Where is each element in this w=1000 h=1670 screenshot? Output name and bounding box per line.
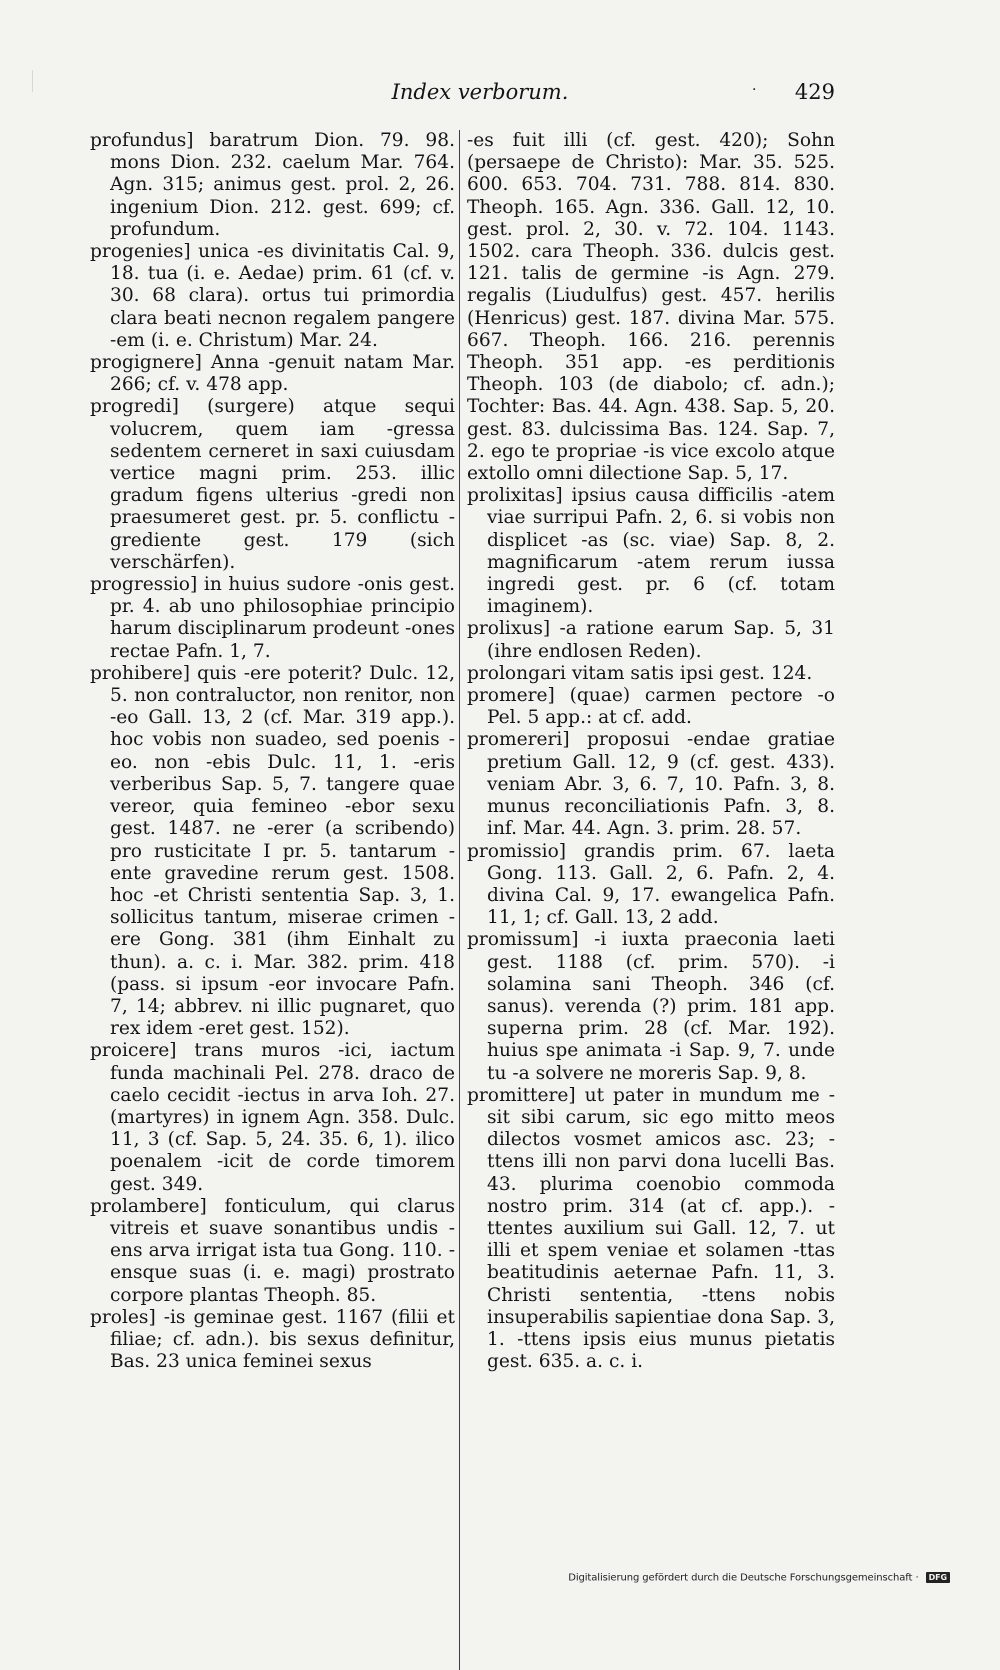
dfg-logo: DFG [926,1572,950,1583]
index-entry: promittere] ut pater in mundum me -sit sibi carum, sic ego mitto meos dilectos vosmet amicos asc. 23; -ttens illi non parvi dona lucelli Bas. 43. plurima coenobio commoda nostro prim. 314 (at cf. app.). -ttentes auxilium sui Gall. 12, 7. ut illi et spem veniae et solamen -ttas beatitudinis aeternae Pafn. 11, 3. Christi sententia, -ttens nobis insuperabilis sapientiae dona Sap. 3, 1. -ttens ipsis eius munus pietatis gest. 635. a. c. i. [467,1084,835,1373]
index-entry: -es fuit illi (cf. gest. 420); Sohn (persaepe de Christo): Mar. 35. 525. 600. 653. 704. 731. 788. 814. 830. Theoph. 165. Agn. 336. Gall. 12, 10. gest. prol. 2, 30. v. 72. 104. 1143. 1502. cara Theoph. 336. dulcis gest. 121. talis de germine -is Agn. 279. regalis (Liudulfus) gest. 457. herilis (Henricus) gest. 187. divina Mar. 575. 667. Theoph. 166. 216. perennis Theoph. 351 app. -es perditionis Theoph. 103 (de diabolo; cf. adn.); Tochter: Bas. 44. Agn. 438. Sap. 5, 20. gest. 83. dulcissima Bas. 124. Sap. 7, 2. ego te propriae -is vice excolo atque extollo omni dilectione Sap. 5, 17. [467,130,835,485]
index-entry: promissio] grandis prim. 67. laeta Gong. 113. Gall. 2, 6. Pafn. 2, 4. divina Cal. 9, 17. ewangelica Pafn. 11, 1; cf. Gall. 13, 2 add. [467,840,835,929]
left-column [90,130,455,1373]
footer-credit-text: Digitalisierung gefördert durch die Deutsche Forschungsgemeinschaft · [568,1572,919,1584]
right-column [467,130,835,1373]
index-entry: profundus] baratrum Dion. 79. 98. mons Dion. 232. caelum Mar. 764. Agn. 315; animus gest. prol. 2, 26. ingenium Dion. 212. gest. 699; cf. profundum. [90,130,455,240]
page-number: 429 [794,80,835,104]
index-entry: prolambere] fonticulum, qui clarus vitreis et suave sonantibus undis -ens arva irrigat ista tua Gong. 110. -ensque suas (i. e. magi) prostrato corpore plantas Theoph. 85. [90,1195,455,1306]
index-entry: prolongari vitam satis ipsi gest. 124. [467,662,813,684]
index-entry: progenies] unica -es divinitatis Cal. 9, 18. tua (i. e. Aedae) prim. 61 (cf. v. 30. 68 clara). ortus tui primordia clara beati necnon regalem pangere -em (i. e. Christum) Mar. 24. [90,241,455,351]
index-entry: prolixus] -a ratione earum Sap. 5, 31 (ihre endlosen Reden). [467,618,835,662]
running-header-title: Index verborum. [391,80,569,104]
margin-mark [32,70,33,92]
header-dot: · [752,82,757,98]
index-entry: progredi] (surgere) atque sequi volucrem, quem iam -gressa sedentem cerneret in saxi cuiusdam vertice magni prim. 253. illic gradum figens ulterius -gredi non praesumeret gest. pr. 5. conflictu -grediente gest. 179 (sich verschärfen). [90,396,455,573]
index-entry: prohibere] quis -ere poterit? Dulc. 12, 5. non contraluctor, non renitor, non -eo Gall. 13, 2 (cf. Mar. 319 app.). hoc vobis non suadeo, sed poenis -eo. non -ebis Dulc. 11, 1. -eris verberibus Sap. 5, 7. tangere quae vereor, quia femineo -ebor sexu gest. 1487. ne -erer (a scribendo) pro rusticitate I pr. 5. tantarum -ente gravedine rerum gest. 1508. hoc -et Christi sententia Sap. 3, 1. sollicitus tantum, miserae crimen -ere Gong. 381 (ihm Einhalt zu thun). a. c. i. Mar. 382. prim. 418 (pass. si ipsum -eor invocare Pafn. 7, 14; abbrev. ni illic pugnaret, quo rex idem -eret gest. 152). [90,662,455,1040]
column-divider [459,130,460,1670]
index-entry: progressio] in huius sudore -onis gest. pr. 4. ab uno philosophiae principio harum disciplinarum prodeunt -ones rectae Pafn. 1, 7. [90,574,455,662]
index-entry: proles] -is geminae gest. 1167 (filii et filiae; cf. adn.). bis sexus definitur, Bas. 23 unica feminei sexus [90,1306,455,1373]
index-entry: progignere] Anna -genuit natam Mar. 266; cf. v. 478 app. [90,352,455,396]
index-entry: promereri] proposui -endae gratiae pretium Gall. 12, 9 (cf. gest. 433). veniam Abr. 3, 6. 7, 10. Pafn. 3, 8. munus reconciliationis Pafn. 3, 8. inf. Mar. 44. Agn. 3. prim. 28. 57. [467,729,835,840]
index-entry: promissum] -i iuxta praeconia laeti gest. 1188 (cf. prim. 570). -i solamina sani Theoph. 346 (cf. sanus). verenda (?) prim. 181 app. superna prim. 28 (cf. Mar. 192). huius spe animata -i Sap. 9, 7. unde tu -a solvere ne moreris Sap. 9, 8. [467,929,835,1084]
index-entry: proicere] trans muros -ici, iactum funda machinali Pel. 278. draco de caelo cecidit -iectus in arva Ioh. 27. (martyres) in ignem Agn. 358. Dulc. 11, 3 (cf. Sap. 5, 24. 35. 6, 1). ilico poenalem -icit de corde timorem gest. 349. [90,1040,455,1195]
index-entry: prolixitas] ipsius causa difficilis -atem viae surripui Pafn. 2, 6. si vobis non displicet -as (sc. viae) Sap. 8, 2. magnificarum -atem rerum iussa ingredi gest. pr. 6 (cf. totam imaginem). [467,485,835,618]
footer-credit [568,1572,950,1584]
index-entry: promere] (quae) carmen pectore -o Pel. 5 app.: at cf. add. [467,685,835,729]
